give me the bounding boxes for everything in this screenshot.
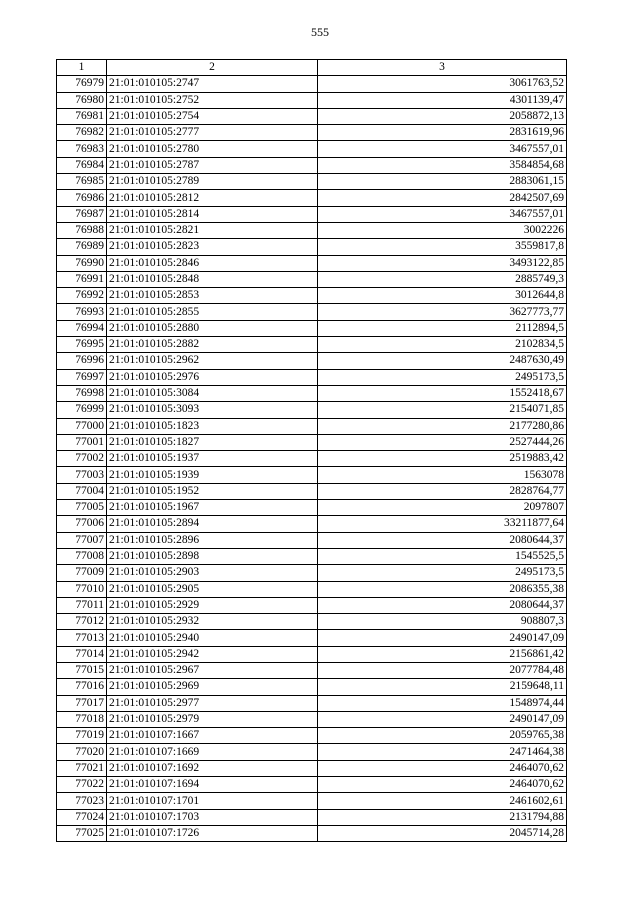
row-number-cell: 77014	[57, 646, 107, 662]
cadastral-number-cell: 21:01:010105:2752	[107, 92, 318, 108]
table-row	[57, 500, 567, 516]
table-row	[57, 125, 567, 141]
value-cell: 2883061,15	[318, 174, 567, 190]
row-number-cell: 76980	[57, 92, 107, 108]
row-number-cell: 76985	[57, 174, 107, 190]
column-header-1: 1	[57, 60, 107, 76]
cadastral-number-cell: 21:01:010107:1694	[107, 777, 318, 793]
value-cell: 2156861,42	[318, 646, 567, 662]
cadastral-number-cell: 21:01:010107:1726	[107, 825, 318, 841]
cadastral-number-cell: 21:01:010105:2903	[107, 565, 318, 581]
cadastral-number-cell: 21:01:010105:2880	[107, 320, 318, 336]
table-row	[57, 809, 567, 825]
row-number-cell: 76996	[57, 353, 107, 369]
value-cell: 2077784,48	[318, 662, 567, 678]
row-number-cell: 77010	[57, 581, 107, 597]
value-cell: 2490147,09	[318, 711, 567, 727]
cadastral-number-cell: 21:01:010105:1937	[107, 451, 318, 467]
row-number-cell: 76999	[57, 402, 107, 418]
row-number-cell: 77002	[57, 451, 107, 467]
cadastral-number-cell: 21:01:010105:2855	[107, 304, 318, 320]
value-cell: 2828764,77	[318, 483, 567, 499]
row-number-cell: 77019	[57, 728, 107, 744]
table-row	[57, 222, 567, 238]
row-number-cell: 76997	[57, 369, 107, 385]
row-number-cell: 77003	[57, 467, 107, 483]
table-row	[57, 385, 567, 401]
value-cell: 2097807	[318, 500, 567, 516]
cadastral-number-cell: 21:01:010107:1667	[107, 728, 318, 744]
row-number-cell: 77008	[57, 548, 107, 564]
cadastral-number-cell: 21:01:010105:2848	[107, 271, 318, 287]
row-number-cell: 76982	[57, 125, 107, 141]
cadastral-number-cell: 21:01:010105:1939	[107, 467, 318, 483]
value-cell: 2131794,88	[318, 809, 567, 825]
cadastral-number-cell: 21:01:010105:2976	[107, 369, 318, 385]
table-row	[57, 662, 567, 678]
cadastral-number-cell: 21:01:010105:2823	[107, 239, 318, 255]
row-number-cell: 76983	[57, 141, 107, 157]
value-cell: 908807,3	[318, 614, 567, 630]
value-cell: 2102834,5	[318, 337, 567, 353]
table-row	[57, 451, 567, 467]
value-cell: 4301139,47	[318, 92, 567, 108]
table-row	[57, 695, 567, 711]
value-cell: 2885749,3	[318, 271, 567, 287]
table-row	[57, 206, 567, 222]
table-row	[57, 793, 567, 809]
value-cell: 2842507,69	[318, 190, 567, 206]
row-number-cell: 77011	[57, 597, 107, 613]
row-number-cell: 76995	[57, 337, 107, 353]
row-number-cell: 76998	[57, 385, 107, 401]
cadastral-number-cell: 21:01:010105:2853	[107, 288, 318, 304]
table-row	[57, 711, 567, 727]
cadastral-number-cell: 21:01:010105:2977	[107, 695, 318, 711]
value-cell: 2154071,85	[318, 402, 567, 418]
table-row	[57, 402, 567, 418]
value-cell: 2080644,37	[318, 532, 567, 548]
table-row	[57, 728, 567, 744]
table-row	[57, 434, 567, 450]
table-row	[57, 108, 567, 124]
value-cell: 2490147,09	[318, 630, 567, 646]
value-cell: 2086355,38	[318, 581, 567, 597]
table-row	[57, 825, 567, 841]
table-body	[57, 76, 567, 842]
data-table	[56, 59, 567, 842]
page-number: 555	[311, 25, 329, 39]
row-number-cell: 76986	[57, 190, 107, 206]
cadastral-number-cell: 21:01:010105:2747	[107, 76, 318, 92]
value-cell: 2471464,38	[318, 744, 567, 760]
row-number-cell: 77017	[57, 695, 107, 711]
table-row	[57, 483, 567, 499]
table-row	[57, 532, 567, 548]
table-row	[57, 190, 567, 206]
value-cell: 3061763,52	[318, 76, 567, 92]
row-number-cell: 77001	[57, 434, 107, 450]
row-number-cell: 77007	[57, 532, 107, 548]
cadastral-number-cell: 21:01:010105:2882	[107, 337, 318, 353]
table-row	[57, 320, 567, 336]
cadastral-number-cell: 21:01:010105:2979	[107, 711, 318, 727]
cadastral-number-cell: 21:01:010105:3084	[107, 385, 318, 401]
table-row	[57, 157, 567, 173]
value-cell: 2461602,61	[318, 793, 567, 809]
table-row	[57, 76, 567, 92]
value-cell: 3493122,85	[318, 255, 567, 271]
cadastral-number-cell: 21:01:010105:1827	[107, 434, 318, 450]
cadastral-number-cell: 21:01:010105:2821	[107, 222, 318, 238]
row-number-cell: 77022	[57, 777, 107, 793]
cadastral-number-cell: 21:01:010105:2780	[107, 141, 318, 157]
cadastral-number-cell: 21:01:010105:2967	[107, 662, 318, 678]
table-row	[57, 679, 567, 695]
table-row	[57, 581, 567, 597]
row-number-cell: 77025	[57, 825, 107, 841]
row-number-cell: 76992	[57, 288, 107, 304]
row-number-cell: 77013	[57, 630, 107, 646]
row-number-cell: 77012	[57, 614, 107, 630]
value-cell: 2464070,62	[318, 760, 567, 776]
cadastral-number-cell: 21:01:010107:1692	[107, 760, 318, 776]
value-cell: 3002226	[318, 222, 567, 238]
row-number-cell: 77021	[57, 760, 107, 776]
value-cell: 2159648,11	[318, 679, 567, 695]
cadastral-number-cell: 21:01:010105:2898	[107, 548, 318, 564]
value-cell: 2080644,37	[318, 597, 567, 613]
value-cell: 33211877,64	[318, 516, 567, 532]
row-number-cell: 76990	[57, 255, 107, 271]
value-cell: 2112894,5	[318, 320, 567, 336]
table-row	[57, 760, 567, 776]
row-number-cell: 76987	[57, 206, 107, 222]
table-row	[57, 614, 567, 630]
value-cell: 2059765,38	[318, 728, 567, 744]
table-row	[57, 516, 567, 532]
row-number-cell: 76991	[57, 271, 107, 287]
row-number-cell: 77015	[57, 662, 107, 678]
table-row	[57, 597, 567, 613]
row-number-cell: 77018	[57, 711, 107, 727]
table-row	[57, 174, 567, 190]
row-number-cell: 76984	[57, 157, 107, 173]
value-cell: 3584854,68	[318, 157, 567, 173]
cadastral-number-cell: 21:01:010105:2812	[107, 190, 318, 206]
table-row	[57, 630, 567, 646]
cadastral-number-cell: 21:01:010105:2814	[107, 206, 318, 222]
row-number-cell: 77020	[57, 744, 107, 760]
table-row	[57, 467, 567, 483]
cadastral-number-cell: 21:01:010105:2787	[107, 157, 318, 173]
cadastral-number-cell: 21:01:010105:1823	[107, 418, 318, 434]
row-number-cell: 76989	[57, 239, 107, 255]
value-cell: 2058872,13	[318, 108, 567, 124]
cadastral-number-cell: 21:01:010105:2789	[107, 174, 318, 190]
value-cell: 2177280,86	[318, 418, 567, 434]
row-number-cell: 77016	[57, 679, 107, 695]
cadastral-number-cell: 21:01:010105:2929	[107, 597, 318, 613]
table-row	[57, 744, 567, 760]
cadastral-number-cell: 21:01:010105:2932	[107, 614, 318, 630]
table-row	[57, 353, 567, 369]
table-row	[57, 92, 567, 108]
row-number-cell: 77024	[57, 809, 107, 825]
row-number-cell: 76988	[57, 222, 107, 238]
value-cell: 1552418,67	[318, 385, 567, 401]
cadastral-number-cell: 21:01:010105:2905	[107, 581, 318, 597]
value-cell: 2519883,42	[318, 451, 567, 467]
value-cell: 1548974,44	[318, 695, 567, 711]
value-cell: 1545525,5	[318, 548, 567, 564]
column-header-2: 2	[107, 60, 318, 76]
value-cell: 2464070,62	[318, 777, 567, 793]
value-cell: 3012644,8	[318, 288, 567, 304]
table-header-row	[57, 60, 567, 76]
table-row	[57, 369, 567, 385]
cadastral-number-cell: 21:01:010107:1703	[107, 809, 318, 825]
value-cell: 3467557,01	[318, 206, 567, 222]
column-header-3: 3	[318, 60, 567, 76]
table-row	[57, 777, 567, 793]
cadastral-number-cell: 21:01:010105:2940	[107, 630, 318, 646]
table-row	[57, 141, 567, 157]
row-number-cell: 77004	[57, 483, 107, 499]
value-cell: 2487630,49	[318, 353, 567, 369]
value-cell: 3627773,77	[318, 304, 567, 320]
table-row	[57, 255, 567, 271]
cadastral-number-cell: 21:01:010105:1952	[107, 483, 318, 499]
value-cell: 2527444,26	[318, 434, 567, 450]
cadastral-number-cell: 21:01:010105:2942	[107, 646, 318, 662]
cadastral-number-cell: 21:01:010105:2754	[107, 108, 318, 124]
table-row	[57, 565, 567, 581]
value-cell: 1563078	[318, 467, 567, 483]
value-cell: 3467557,01	[318, 141, 567, 157]
table-row	[57, 304, 567, 320]
table-row	[57, 548, 567, 564]
row-number-cell: 77023	[57, 793, 107, 809]
cadastral-number-cell: 21:01:010107:1701	[107, 793, 318, 809]
cadastral-number-cell: 21:01:010105:2962	[107, 353, 318, 369]
table-row	[57, 337, 567, 353]
cadastral-number-cell: 21:01:010105:2894	[107, 516, 318, 532]
value-cell: 2831619,96	[318, 125, 567, 141]
row-number-cell: 76993	[57, 304, 107, 320]
row-number-cell: 76994	[57, 320, 107, 336]
row-number-cell: 77005	[57, 500, 107, 516]
table-row	[57, 646, 567, 662]
row-number-cell: 77006	[57, 516, 107, 532]
cadastral-number-cell: 21:01:010105:1967	[107, 500, 318, 516]
cadastral-number-cell: 21:01:010105:2896	[107, 532, 318, 548]
value-cell: 2495173,5	[318, 369, 567, 385]
cadastral-number-cell: 21:01:010105:3093	[107, 402, 318, 418]
cadastral-number-cell: 21:01:010105:2969	[107, 679, 318, 695]
row-number-cell: 76981	[57, 108, 107, 124]
value-cell: 3559817,8	[318, 239, 567, 255]
table-row	[57, 239, 567, 255]
value-cell: 2045714,28	[318, 825, 567, 841]
cadastral-number-cell: 21:01:010105:2777	[107, 125, 318, 141]
cadastral-number-cell: 21:01:010107:1669	[107, 744, 318, 760]
cadastral-number-cell: 21:01:010105:2846	[107, 255, 318, 271]
value-cell: 2495173,5	[318, 565, 567, 581]
table-row	[57, 418, 567, 434]
row-number-cell: 76979	[57, 76, 107, 92]
row-number-cell: 77009	[57, 565, 107, 581]
table-row	[57, 288, 567, 304]
table-row	[57, 271, 567, 287]
row-number-cell: 77000	[57, 418, 107, 434]
